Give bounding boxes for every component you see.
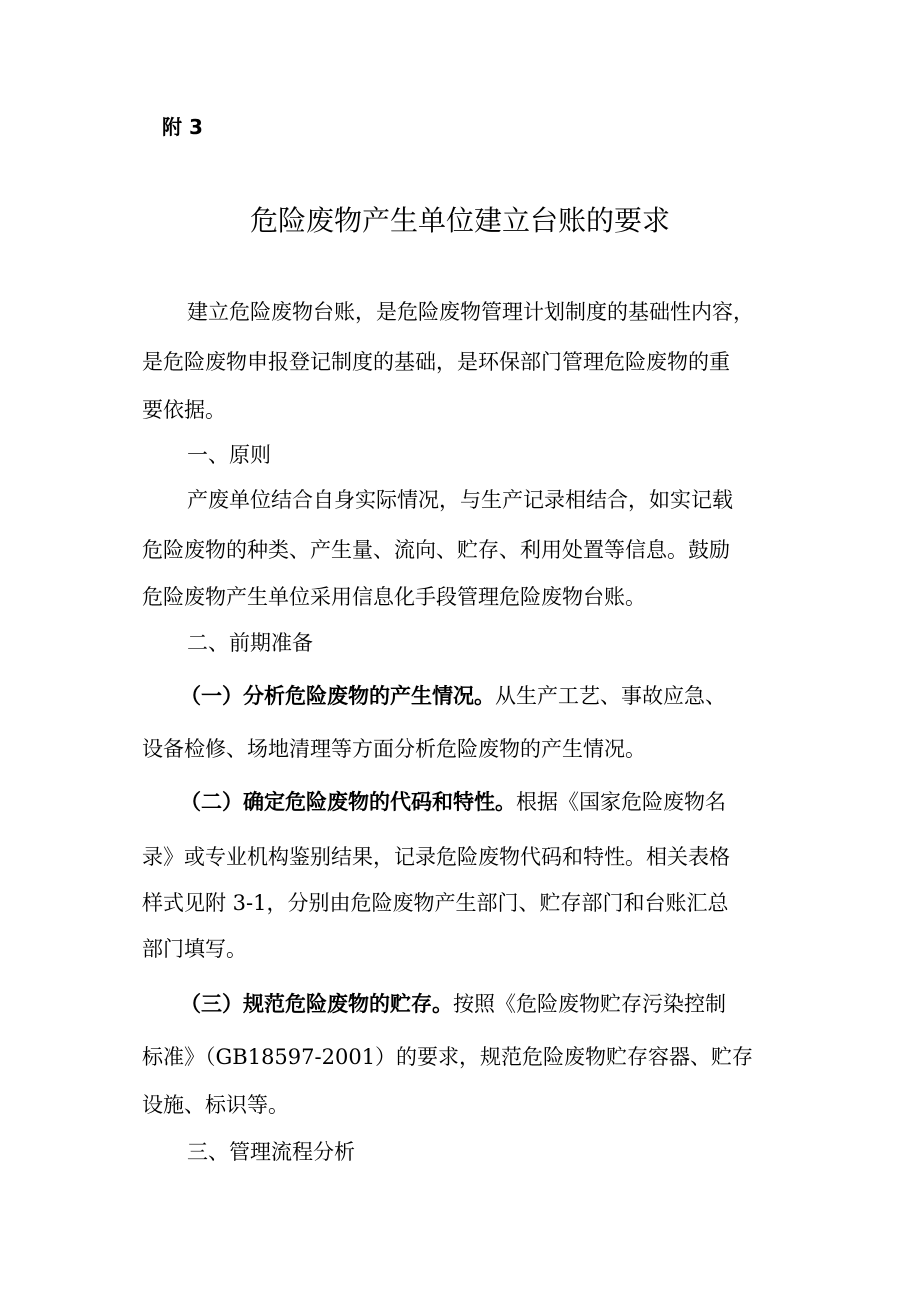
section-3-heading: 三、管理流程分析 — [187, 1140, 355, 1164]
intro-line-3: 要依据。 — [142, 398, 226, 422]
s2-p2-line-3: 样式见附 3-1，分别由危险废物产生部门、贮存部门和台账汇总 — [142, 891, 729, 915]
s2-p2-line-4: 部门填写。 — [142, 937, 247, 961]
s2-p1-lead: （一）分析危险废物的产生情况。 — [180, 684, 495, 708]
s2-p2-line-2: 录》或专业机构鉴别结果，记录危险废物代码和特性。相关表格 — [142, 845, 730, 869]
s2-p3-line-2: 标准》（GB18597-2001）的要求，规范危险废物贮存容器、贮存 — [142, 1045, 754, 1069]
document-title: 危险废物产生单位建立台账的要求 — [249, 204, 670, 237]
section-2-heading: 二、前期准备 — [187, 631, 313, 655]
attachment-label: 附 3 — [162, 115, 203, 139]
s2-p3-line-3: 设施、标识等。 — [142, 1093, 289, 1117]
s1-line-2: 危险废物的种类、产生量、流向、贮存、利用处置等信息。鼓励 — [142, 538, 730, 562]
s1-line-3: 危险废物产生单位采用信息化手段管理危险废物台账。 — [142, 585, 646, 609]
section-1-heading: 一、原则 — [187, 443, 271, 467]
s2-p3-lead: （三）规范危险废物的贮存。 — [180, 992, 453, 1016]
s2-p2-lead: （二）确定危险废物的代码和特性。 — [180, 790, 516, 814]
s2-p1-line-2: 设备检修、场地清理等方面分析危险废物的产生情况。 — [142, 737, 646, 761]
s2-p1-rest: 从生产工艺、事故应急、 — [495, 684, 726, 708]
s2-p3-rest: 按照《危险废物贮存污染控制 — [453, 992, 726, 1016]
s2-p2-rest: 根据《国家危险废物名 — [516, 790, 726, 814]
s2-p1-line-1 — [180, 684, 726, 708]
intro-line-1: 建立危险废物台账，是危险废物管理计划制度的基础性内容， — [187, 300, 754, 324]
s2-p2-line-1 — [180, 790, 726, 814]
s1-line-1: 产废单位结合自身实际情况，与生产记录相结合，如实记载 — [187, 488, 733, 512]
s2-p3-line-1 — [180, 992, 726, 1016]
intro-line-2: 是危险废物申报登记制度的基础，是环保部门管理危险废物的重 — [142, 350, 730, 374]
